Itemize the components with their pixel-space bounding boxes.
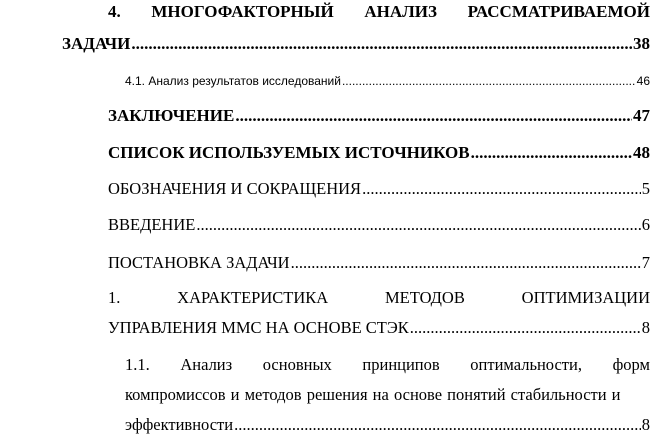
toc-text: СПИСОК ИСПОЛЬЗУЕМЫХ ИСТОЧНИКОВ xyxy=(108,143,470,162)
toc-entry-section-4-1[interactable] xyxy=(125,74,650,88)
toc-page-number: 47 xyxy=(633,106,650,125)
toc-text: УПРАВЛЕНИЯ ММС НА ОСНОВЕ СТЭК xyxy=(108,318,409,337)
toc-entry-section-1-line1[interactable] xyxy=(108,288,650,308)
toc-text: эффективности xyxy=(125,415,234,434)
toc-leader xyxy=(362,179,641,199)
toc-leader xyxy=(235,106,632,126)
toc-entry-sources[interactable] xyxy=(108,143,650,163)
toc-entry-section-1-1-line3[interactable] xyxy=(125,415,650,435)
toc-word: ХАРАКТЕРИСТИКА xyxy=(177,288,329,307)
toc-text: ЗАДАЧИ xyxy=(62,34,131,53)
toc-leader xyxy=(410,318,641,338)
toc-entry-section-1-line2[interactable] xyxy=(108,318,650,338)
toc-page-number: 7 xyxy=(641,253,650,272)
toc-text: компромиссов и методов решения на основе понятий стабильности и xyxy=(125,385,621,404)
toc-text: 4.1. Анализ результатов исследований xyxy=(125,74,341,88)
toc-page-number: 8 xyxy=(641,415,650,434)
toc-leader xyxy=(342,74,636,88)
toc-number: 1.1. xyxy=(125,355,150,374)
toc-entry-section-4-line2[interactable] xyxy=(62,34,650,54)
toc-leader xyxy=(471,143,632,163)
toc-text: ОБОЗНАЧЕНИЯ И СОКРАЩЕНИЯ xyxy=(108,179,362,198)
toc-entry-section-4-line1[interactable] xyxy=(108,2,650,22)
toc-text: ПОСТАНОВКА ЗАДАЧИ xyxy=(108,253,290,272)
toc-word: МНОГОФАКТОРНЫЙ xyxy=(151,2,334,21)
toc-leader xyxy=(196,215,640,235)
toc-number: 1. xyxy=(108,288,121,307)
toc-text: ЗАКЛЮЧЕНИЕ xyxy=(108,106,235,125)
toc-entry-abbreviations[interactable] xyxy=(108,179,650,199)
toc-entry-section-1-1-line2[interactable] xyxy=(125,385,650,405)
toc-page-number: 6 xyxy=(641,215,650,234)
toc-leader xyxy=(291,253,641,273)
toc-word: оптимальности, xyxy=(470,355,582,374)
toc-page-number: 8 xyxy=(641,318,650,337)
toc-page-number: 48 xyxy=(633,143,650,162)
toc-page-number: 46 xyxy=(636,74,650,88)
toc-word: РАССМАТРИВАЕМОЙ xyxy=(467,2,650,21)
toc-page-number: 5 xyxy=(641,179,650,198)
toc-entry-problem-statement[interactable] xyxy=(108,253,650,273)
toc-word: МЕТОДОВ xyxy=(384,288,465,307)
toc-entry-section-1-1-line1[interactable] xyxy=(125,355,650,375)
toc-word: форм xyxy=(612,355,650,374)
toc-entry-conclusion[interactable] xyxy=(108,106,650,126)
toc-text: ВВЕДЕНИЕ xyxy=(108,215,196,234)
toc-leader xyxy=(131,34,632,54)
toc-entry-introduction[interactable] xyxy=(108,215,650,235)
toc-word: принципов xyxy=(362,355,440,374)
toc-leader xyxy=(234,415,641,435)
toc-word: Анализ xyxy=(180,355,233,374)
toc-word: ОПТИМИЗАЦИИ xyxy=(521,288,650,307)
toc-word: АНАЛИЗ xyxy=(364,2,437,21)
toc-page-number: 38 xyxy=(633,34,650,53)
toc-number: 4. xyxy=(108,2,121,21)
toc-word: основных xyxy=(262,355,332,374)
